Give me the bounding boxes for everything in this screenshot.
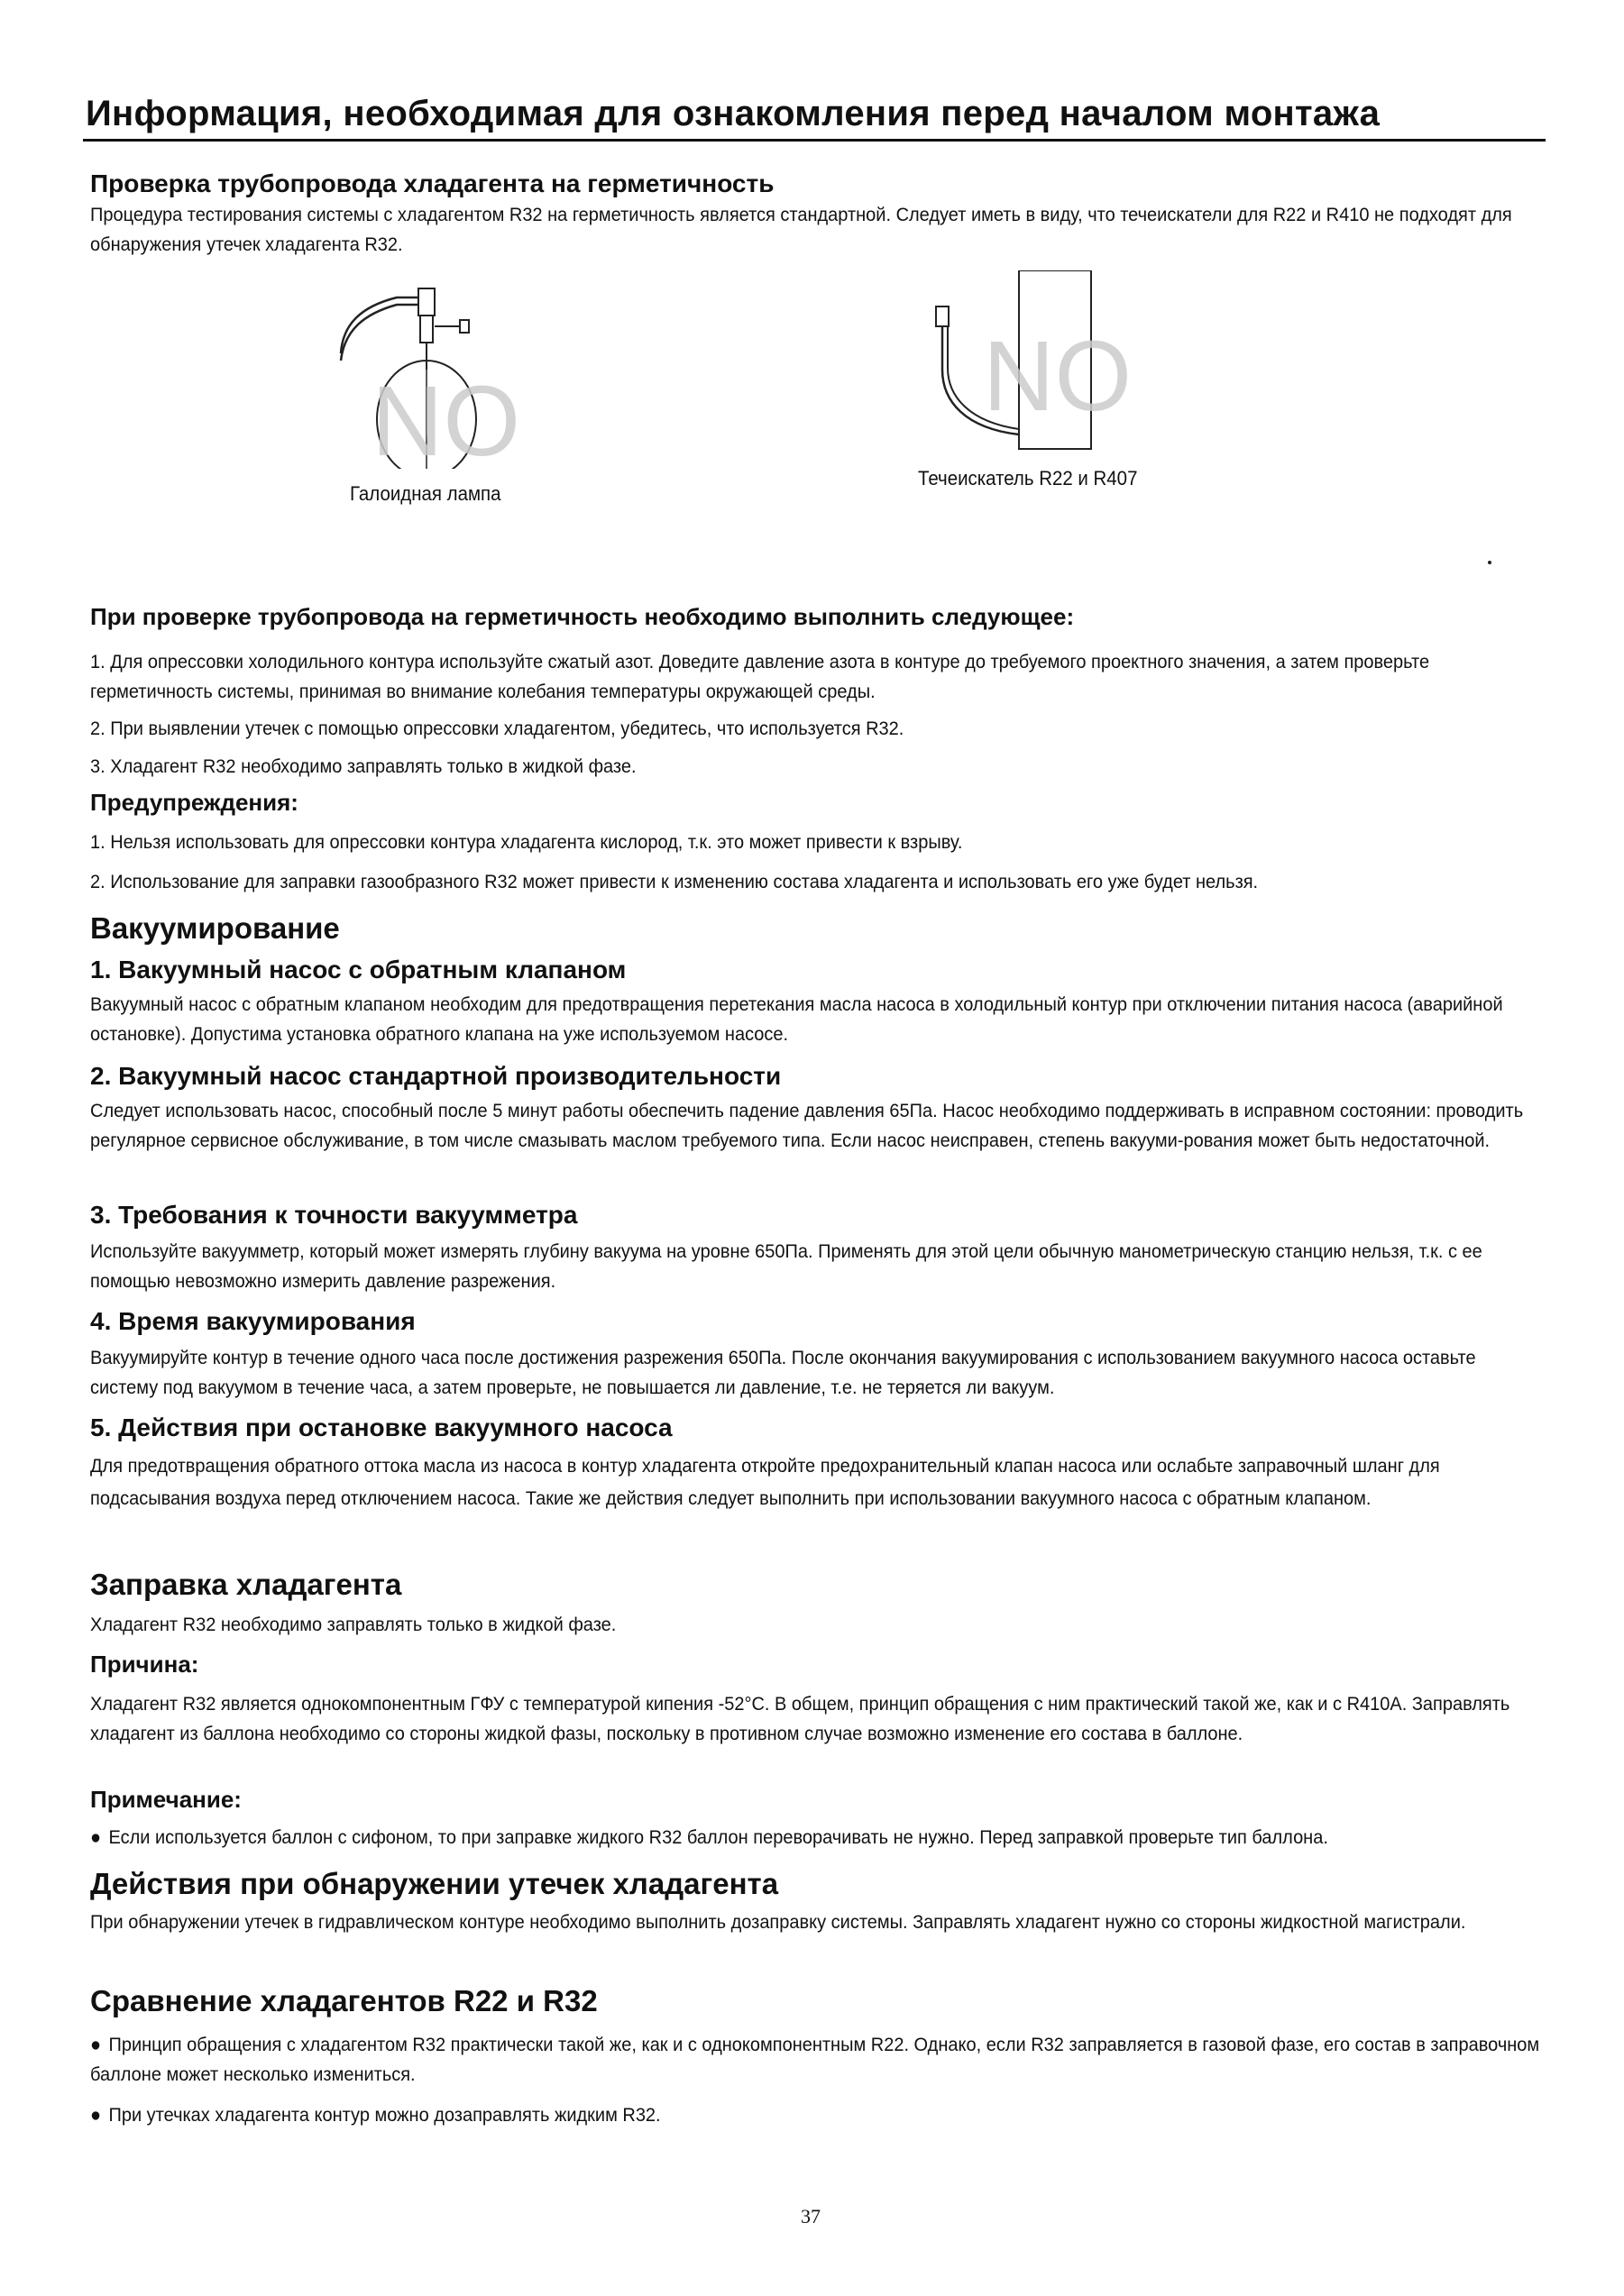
comparison-item-2 — [90, 2100, 1516, 2130]
note-heading: Примечание: — [90, 1786, 242, 1813]
vacuum-sub5-text: Для предотвращения обратного оттока масла из насоса в контур хладагента откройте предохранительный клапан насоса или ослабьте заправочный шланг для подсасывания воздуха перед отключением насоса. Такие же действия следует выполнить при использовании вакуумного насоса с обратным клапаном. — [90, 1455, 1440, 1509]
leaks-heading: Действия при обнаружении утечек хладагента — [90, 1867, 779, 1900]
procedure-item-2: 2. При выявлении утечек с помощью опрессовки хладагентом, убедитесь, что используется R32. — [90, 718, 904, 739]
charging-text: Хладагент R32 необходимо заправлять только в жидкой фазе. — [90, 1614, 617, 1635]
warnings-heading: Предупреждения: — [90, 789, 298, 816]
bullet-icon: ● — [90, 2104, 102, 2126]
comparison-heading: Сравнение хладагентов R22 и R32 — [90, 1984, 598, 2017]
vacuum-sub1-heading: 1. Вакуумный насос с обратным клапаном — [90, 956, 627, 983]
vacuum-sub3-text: Используйте вакуумметр, который может измерять глубину вакуума на уровне 650Па. Применять для этой цели обычную манометрическую станцию нельзя, т.к. с ее помощью невозможно измерить давление разрежения. — [90, 1240, 1482, 1292]
vacuum-sub4-text: Вакуумируйте контур в течение одного часа после достижения разрежения 650Па. После окончания вакуумирования с использованием вакуумного насоса оставьте систему под вакуумом в течение часа, а затем проверьте, не повышается ли давление, т.е. не теряется ли вакуум. — [90, 1347, 1476, 1398]
vacuum-sub2-heading: 2. Вакуумный насос стандартной производительности — [90, 1062, 782, 1090]
bullet-icon: ● — [90, 1826, 102, 1848]
comparison-item-1 — [90, 2030, 1574, 2090]
page-number: 37 — [801, 2205, 821, 2227]
leaks-text: При обнаружении утечек в гидравлическом контуре необходимо выполнить дозаправку системы. Заправлять хладагент нужно со стороны жидкостной магистрали. — [90, 1911, 1466, 1933]
title-underline — [83, 139, 1546, 142]
comparison-text-1: Принцип обращения с хладагентом R32 практически такой же, как и с однокомпонентным R22. Однако, если R32 заправляется в газовой фазе, его состав в заправочном баллоне может несколько измениться. — [90, 2034, 1540, 2085]
halide-lamp-no-label: NO — [372, 366, 520, 469]
vacuum-sub1-text: Вакуумный насос с обратным клапаном необходим для предотвращения перетекания масла насоса в холодильный контур при отключении питания насоса (аварийной остановке). Допустима установка обратного клапана на уже используемом насосе. — [90, 993, 1503, 1045]
note-item — [90, 1823, 1516, 1852]
note-text: Если используется баллон с сифоном, то при заправке жидкого R32 баллон переворачивать не нужно. Перед заправкой проверьте тип баллона. — [108, 1826, 1328, 1848]
warning-item-2: 2. Использование для заправки газообразного R32 может привести к изменению состава хладагента и использовать его уже будет нельзя. — [90, 871, 1259, 892]
procedure-item-3: 3. Хладагент R32 необходимо заправлять только в жидкой фазе. — [90, 755, 637, 777]
vacuum-sub5-heading: 5. Действия при остановке вакуумного насоса — [90, 1413, 673, 1441]
vacuum-sub2-text: Следует использовать насос, способный после 5 минут работы обеспечить падение давления 65Па. Насос необходимо поддерживать в исправном состоянии: проводить регулярное сервисное обслуживание, в том числе смазывать маслом требуемого типа. Если насос неисправен, степень вакууми-рования может быть недостаточной. — [90, 1100, 1524, 1151]
reason-heading: Причина: — [90, 1651, 199, 1678]
procedure-heading: При проверке трубопровода на герметичность необходимо выполнить следующее: — [90, 603, 1075, 630]
leak-check-text: Процедура тестирования системы с хладагентом R32 на герметичность является стандартной. Следует иметь в виду, что течеискатели для R22 и R410 не подходят для обнаружения утечек хладагента R32. — [90, 204, 1512, 255]
page-title: Информация, необходимая для ознакомления перед началом монтажа — [86, 94, 1381, 133]
procedure-item-1: 1. Для опрессовки холодильного контура используйте сжатый азот. Доведите давление азота в контуре до требуемого проектного значения, а затем проверьте герметичность системы, принимая во внимание колебания температуры окружающей среды. — [90, 651, 1430, 702]
stray-dot — [1488, 561, 1491, 564]
vacuum-sub4-heading: 4. Время вакуумирования — [90, 1307, 416, 1335]
vacuum-sub3-heading: 3. Требования к точности вакуумметра — [90, 1201, 578, 1229]
vacuum-heading: Вакуумирование — [90, 911, 340, 945]
reason-text: Хладагент R32 является однокомпонентным ГФУ с температурой кипения -52°С. В общем, принцип обращения с ним практический такой же, как и с R410A. Заправлять хладагент из баллона необходимо со стороны жидкой фазы, поскольку в противном случае возможно изменение его состава в баллоне. — [90, 1693, 1510, 1744]
charging-heading: Заправка хладагента — [90, 1568, 402, 1601]
leak-detector-caption: Течеискатель R22 и R407 — [918, 467, 1138, 489]
leak-check-heading: Проверка трубопровода хладагента на герметичность — [90, 169, 775, 197]
bullet-icon: ● — [90, 2034, 102, 2055]
comparison-text-2: При утечках хладагента контур можно дозаправлять жидким R32. — [108, 2104, 661, 2126]
halide-lamp-caption: Галоидная лампа — [350, 482, 501, 505]
halide-lamp-illustration — [325, 270, 541, 469]
leak-detector-illustration — [920, 270, 1163, 451]
warning-item-1: 1. Нельзя использовать для опрессовки контура хладагента кислород, т.к. это может привести к взрыву. — [90, 831, 963, 853]
leak-detector-no-label: NO — [983, 321, 1132, 432]
